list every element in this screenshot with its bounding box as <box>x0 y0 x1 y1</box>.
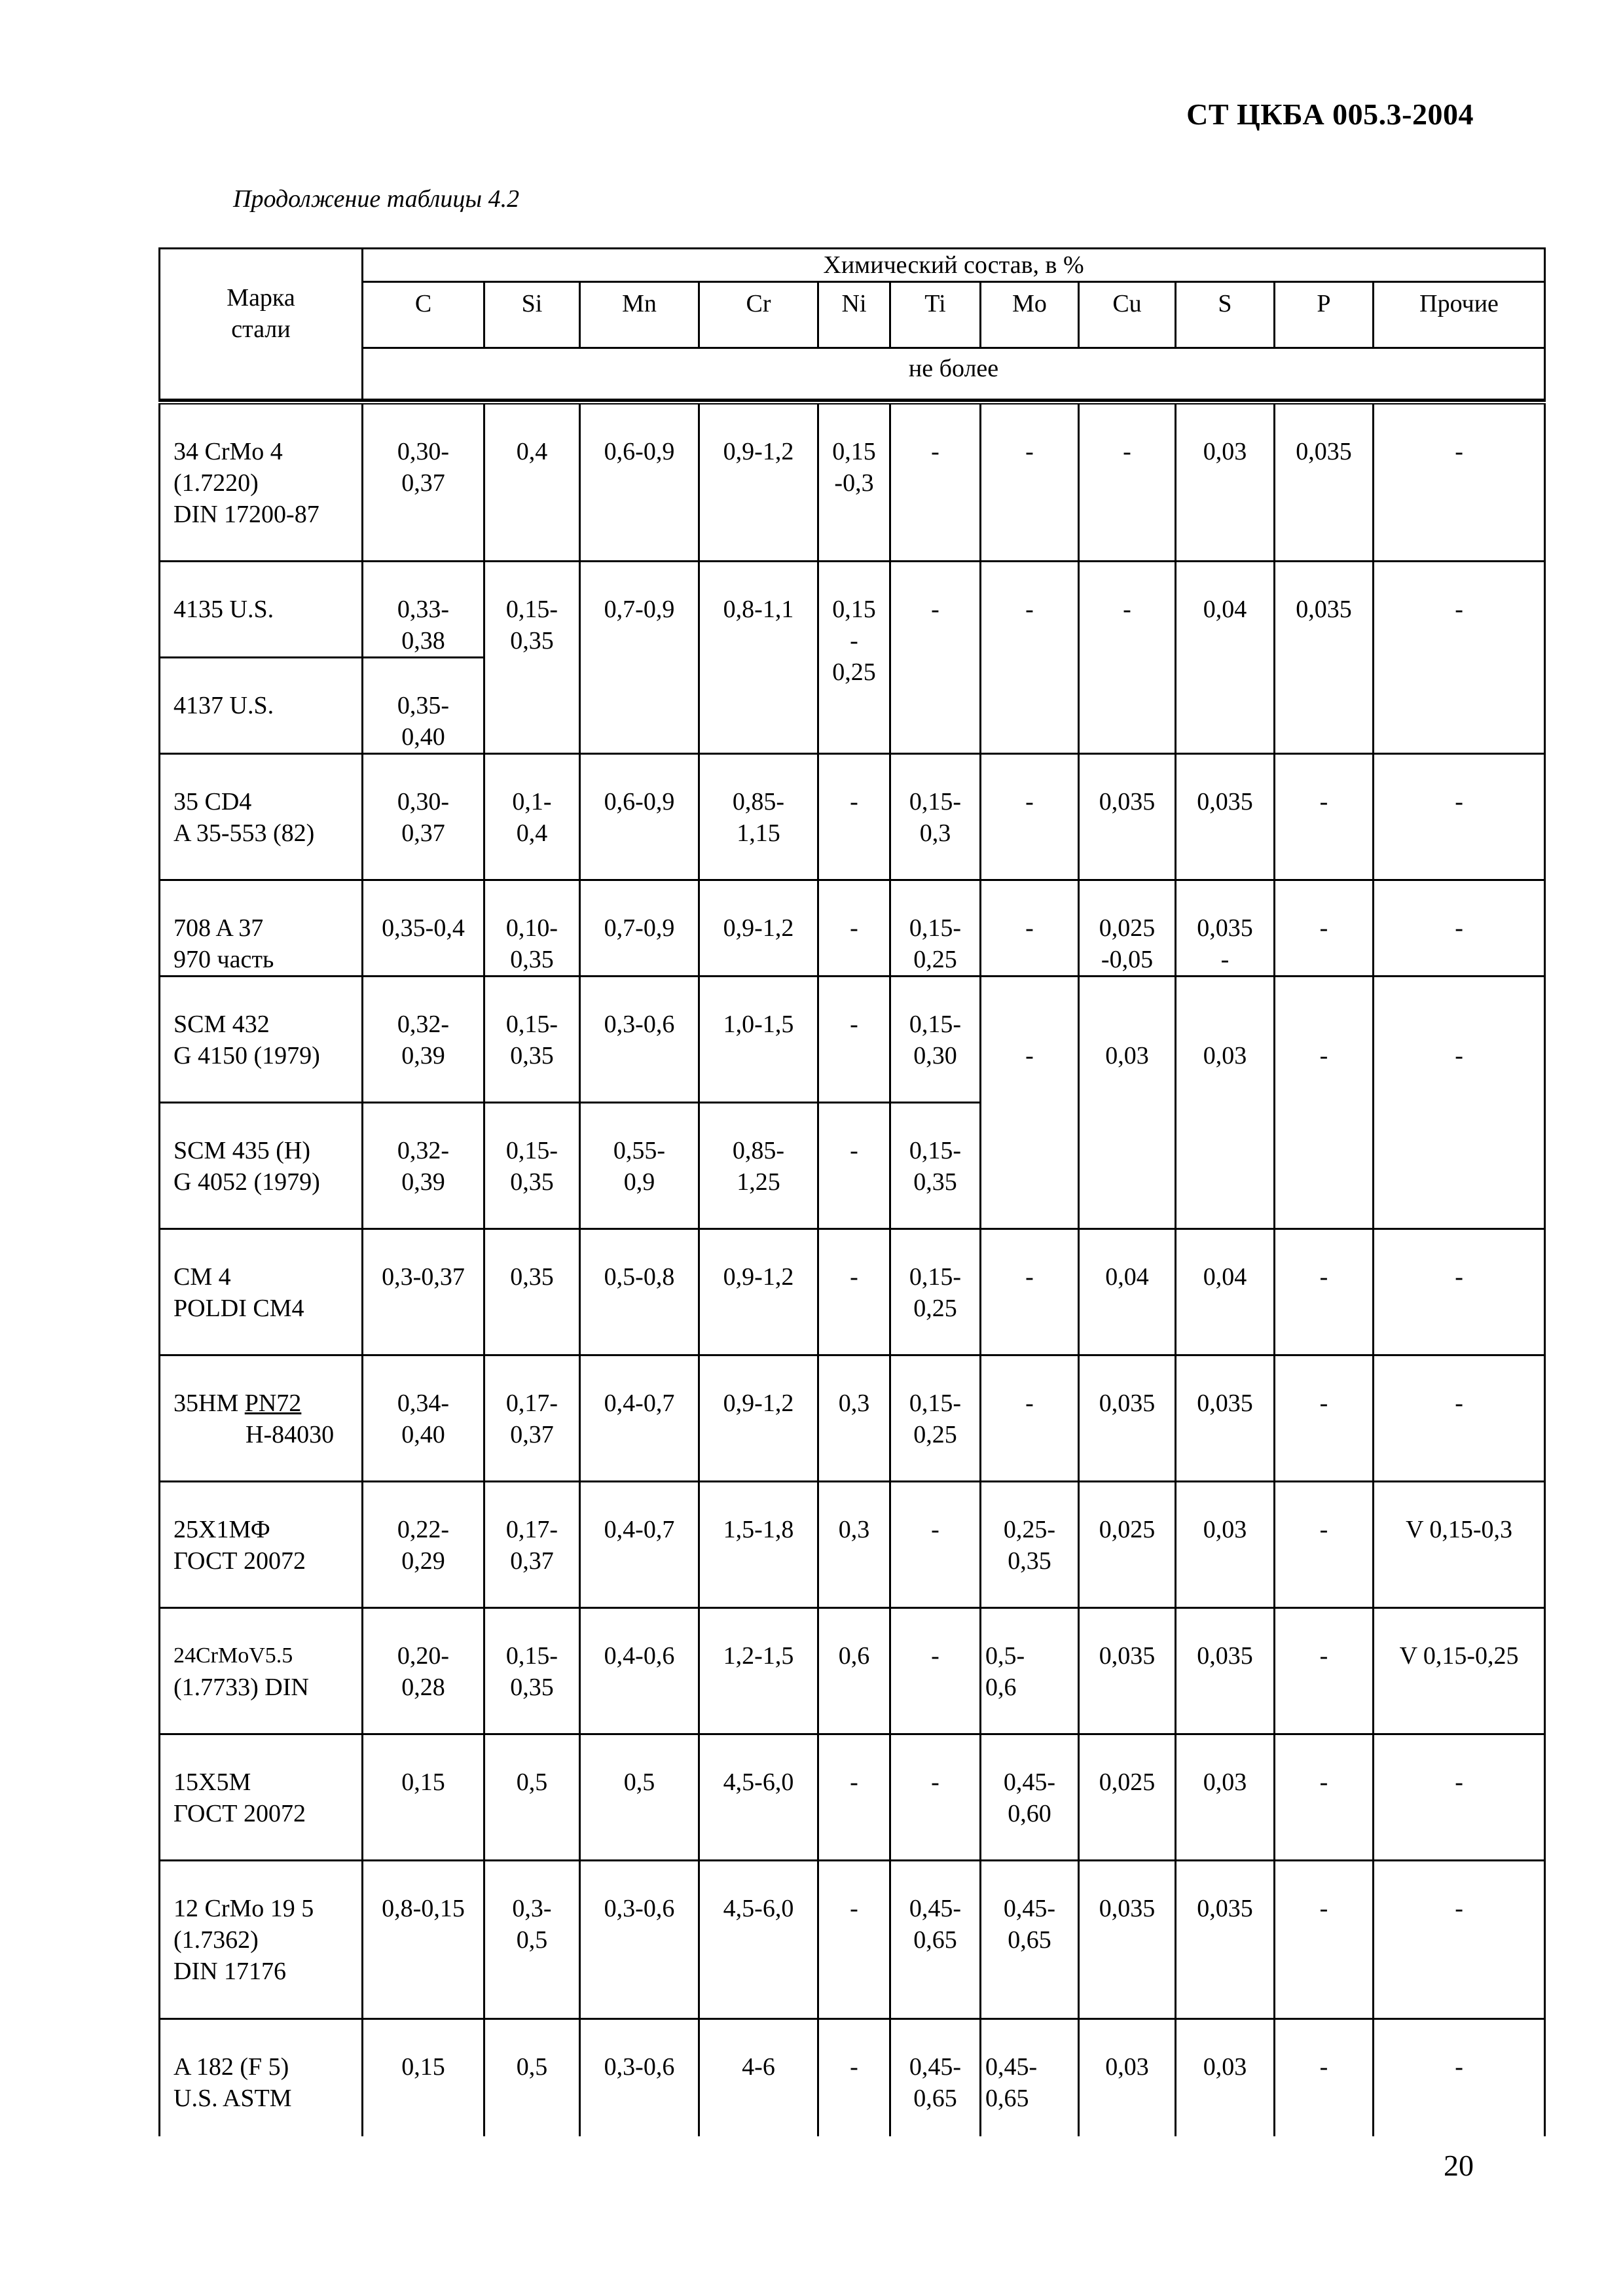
cell-c: 0,15 <box>363 2018 484 2136</box>
cell-ti: 0,15- 0,3 <box>890 753 981 880</box>
cell-mo: - <box>981 1229 1079 1355</box>
cell-cr: 1,0-1,5 <box>699 976 818 1102</box>
cell-mo: - <box>981 561 1079 753</box>
cell-si: 0,17- 0,37 <box>484 1355 580 1481</box>
steel-grade: 35 CD4 A 35-553 (82) <box>160 753 363 880</box>
cell-cu: 0,035 <box>1079 1607 1176 1734</box>
cell-cr: 0,9-1,2 <box>699 403 818 561</box>
cell-mo: 0,45- 0,65 <box>981 1860 1079 2018</box>
cell-mo: - <box>981 976 1079 1102</box>
cell-ti: - <box>890 1734 981 1860</box>
cell-mo: - <box>981 880 1079 976</box>
cell-s: 0,03 <box>1176 2018 1275 2136</box>
cell-ni: 0,15 -0,3 <box>818 403 890 561</box>
cell-ni: 0,3 <box>818 1481 890 1607</box>
cell-other: - <box>1374 1355 1545 1481</box>
cell-other: - <box>1374 1860 1545 2018</box>
cell-cu: - <box>1079 561 1176 753</box>
cell-p: - <box>1275 1481 1374 1607</box>
cell-other: - <box>1374 2018 1545 2136</box>
cell-p: - <box>1275 1229 1374 1355</box>
cell-c: 0,35- 0,40 <box>363 657 484 753</box>
cell-mn: 0,7-0,9 <box>580 880 699 976</box>
cell-other: - <box>1374 561 1545 753</box>
cell-cr: 4-6 <box>699 2018 818 2136</box>
steel-grade: 708 A 37 970 часть <box>160 880 363 976</box>
cell-other: V 0,15-0,3 <box>1374 1481 1545 1607</box>
cell-c: 0,15 <box>363 1734 484 1860</box>
table-row <box>160 561 1545 657</box>
cell-si: 0,15- 0,35 <box>484 976 580 1102</box>
cell-c: 0,30- 0,37 <box>363 753 484 880</box>
element-header-cr: Cr <box>699 282 818 348</box>
cell-ni: - <box>818 1102 890 1229</box>
cell-si: 0,17- 0,37 <box>484 1481 580 1607</box>
document-code: СТ ЦКБА 005.3-2004 <box>1186 98 1474 131</box>
cell-si: 0,5 <box>484 1734 580 1860</box>
cell-ni: 0,6 <box>818 1607 890 1734</box>
element-header-other: Прочие <box>1374 282 1545 348</box>
cell-other: - <box>1374 976 1545 1229</box>
cell-si: 0,3- 0,5 <box>484 1860 580 2018</box>
cell-cr: 0,8-1,1 <box>699 561 818 753</box>
cell-ni: 0,15 - 0,25 <box>818 561 890 753</box>
steel-grade: 34 CrMo 4 (1.7220) DIN 17200-87 <box>160 403 363 561</box>
cell-ti: 0,15- 0,25 <box>890 1355 981 1481</box>
cell-p: - <box>1275 976 1374 1229</box>
steel-grade: 25Х1МФ ГОСТ 20072 <box>160 1481 363 1607</box>
cell-cu: 0,04 <box>1079 1229 1176 1355</box>
cell-si: 0,15- 0,35 <box>484 561 580 753</box>
cell-mn: 0,3-0,6 <box>580 1860 699 2018</box>
cell-mo: 0,5- 0,6 <box>981 1607 1079 1734</box>
cell-c: 0,32- 0,39 <box>363 976 484 1102</box>
element-header-ni: Ni <box>818 282 890 348</box>
cell-ti: - <box>890 1607 981 1734</box>
cell-cr: 4,5-6,0 <box>699 1860 818 2018</box>
cell-p: - <box>1275 1607 1374 1734</box>
cell-s: 0,035 - <box>1176 880 1275 976</box>
cell-mo-empty <box>981 1102 1079 1229</box>
cell-mn: 0,6-0,9 <box>580 403 699 561</box>
steel-grade: SCM 435 (H) G 4052 (1979) <box>160 1102 363 1229</box>
steel-grade: 12 CrMo 19 5 (1.7362) DIN 17176 <box>160 1860 363 2018</box>
cell-ti: 0,15- 0,35 <box>890 1102 981 1229</box>
cell-cu: 0,035 <box>1079 753 1176 880</box>
cell-ni: 0,3 <box>818 1355 890 1481</box>
cell-cu: 0,035 <box>1079 1860 1176 2018</box>
cell-mn: 0,5 <box>580 1734 699 1860</box>
cell-p: - <box>1275 1734 1374 1860</box>
steel-grade: 24CrMoV5.5 (1.7733) DIN <box>160 1607 363 1734</box>
cell-ti: 0,45- 0,65 <box>890 1860 981 2018</box>
cell-s: 0,035 <box>1176 753 1275 880</box>
table-row <box>160 1860 1545 2018</box>
cell-ti: 0,15- 0,25 <box>890 1229 981 1355</box>
cell-c: 0,34- 0,40 <box>363 1355 484 1481</box>
cell-cu: 0,035 <box>1079 1355 1176 1481</box>
cell-p: - <box>1275 2018 1374 2136</box>
table-row <box>160 1481 1545 1607</box>
cell-cu: 0,025 -0,05 <box>1079 880 1176 976</box>
cell-cu: 0,025 <box>1079 1481 1176 1607</box>
cell-cu: 0,03 <box>1079 2018 1176 2136</box>
cell-cr: 1,2-1,5 <box>699 1607 818 1734</box>
cell-ti: - <box>890 1481 981 1607</box>
cell-p: 0,035 <box>1275 561 1374 753</box>
cell-cr: 4,5-6,0 <box>699 1734 818 1860</box>
cell-mn: 0,3-0,6 <box>580 2018 699 2136</box>
cell-s: 0,035 <box>1176 1355 1275 1481</box>
element-header-si: Si <box>484 282 580 348</box>
cell-c: 0,30- 0,37 <box>363 403 484 561</box>
element-header-cu: Cu <box>1079 282 1176 348</box>
chemical-composition-table <box>158 247 1546 2136</box>
cell-mn: 0,55- 0,9 <box>580 1102 699 1229</box>
element-header-mo: Mo <box>981 282 1079 348</box>
steel-grade: 4137 U.S. <box>160 657 363 753</box>
cell-si: 0,35 <box>484 1229 580 1355</box>
element-header-c: C <box>363 282 484 348</box>
table-row <box>160 1734 1545 1860</box>
cell-mo: - <box>981 1355 1079 1481</box>
cell-ni: - <box>818 2018 890 2136</box>
table-row <box>160 403 1545 561</box>
cell-mo: 0,45- 0,60 <box>981 1734 1079 1860</box>
cell-cr: 0,9-1,2 <box>699 1355 818 1481</box>
cell-c: 0,8-0,15 <box>363 1860 484 2018</box>
cell-ni: - <box>818 1734 890 1860</box>
cell-p: 0,035 <box>1275 403 1374 561</box>
table-row <box>160 1355 1545 1481</box>
cell-mn: 0,7-0,9 <box>580 561 699 753</box>
cell-ti: 0,45- 0,65 <box>890 2018 981 2136</box>
cell-other: - <box>1374 753 1545 880</box>
cell-si: 0,15- 0,35 <box>484 1607 580 1734</box>
steel-grade: CM 4 POLDI CM4 <box>160 1229 363 1355</box>
steel-grade: SCM 432 G 4150 (1979) <box>160 976 363 1102</box>
steel-grade: 4135 U.S. <box>160 561 363 657</box>
element-header-mn: Mn <box>580 282 699 348</box>
cell-ti: 0,15- 0,30 <box>890 976 981 1102</box>
cell-c: 0,20- 0,28 <box>363 1607 484 1734</box>
table-row <box>160 1229 1545 1355</box>
cell-s: 0,03 <box>1176 976 1275 1229</box>
cell-cr: 0,85- 1,25 <box>699 1102 818 1229</box>
table-row <box>160 2018 1545 2136</box>
steel-grade: A 182 (F 5) U.S. ASTM <box>160 2018 363 2136</box>
cell-mn: 0,6-0,9 <box>580 753 699 880</box>
cell-mn: 0,4-0,7 <box>580 1481 699 1607</box>
cell-s: 0,04 <box>1176 1229 1275 1355</box>
cell-mo: - <box>981 753 1079 880</box>
cell-other: - <box>1374 1734 1545 1860</box>
composition-group-header: Химический состав, в % <box>363 249 1545 282</box>
cell-mn: 0,5-0,8 <box>580 1229 699 1355</box>
cell-cr: 0,85- 1,15 <box>699 753 818 880</box>
cell-s: 0,03 <box>1176 1481 1275 1607</box>
cell-ni: - <box>818 1860 890 2018</box>
cell-si: 0,4 <box>484 403 580 561</box>
cell-mn: 0,4-0,6 <box>580 1607 699 1734</box>
cell-ti: - <box>890 561 981 753</box>
element-header-ti: Ti <box>890 282 981 348</box>
cell-p: - <box>1275 1355 1374 1481</box>
cell-other: - <box>1374 880 1545 976</box>
cell-si: 0,15- 0,35 <box>484 1102 580 1229</box>
cell-ni: - <box>818 976 890 1102</box>
cell-mo: - <box>981 403 1079 561</box>
cell-c: 0,32- 0,39 <box>363 1102 484 1229</box>
page-number: 20 <box>1444 2149 1474 2182</box>
cell-p: - <box>1275 1860 1374 2018</box>
table-row <box>160 880 1545 976</box>
cell-other: - <box>1374 403 1545 561</box>
table-row <box>160 976 1545 1102</box>
cell-c: 0,3-0,37 <box>363 1229 484 1355</box>
table-row <box>160 753 1545 880</box>
limit-note: не более <box>363 348 1545 400</box>
cell-cu: 0,025 <box>1079 1734 1176 1860</box>
element-header-p: P <box>1275 282 1374 348</box>
cell-cr: 1,5-1,8 <box>699 1481 818 1607</box>
cell-s: 0,035 <box>1176 1607 1275 1734</box>
cell-cu: 0,03 <box>1079 976 1176 1229</box>
cell-s: 0,035 <box>1176 1860 1275 2018</box>
cell-s: 0,03 <box>1176 1734 1275 1860</box>
cell-s: 0,04 <box>1176 561 1275 753</box>
cell-c: 0,22- 0,29 <box>363 1481 484 1607</box>
cell-ni: - <box>818 880 890 976</box>
cell-cr: 0,9-1,2 <box>699 880 818 976</box>
steel-grade: 35HM PN72 H-84030 <box>160 1355 363 1481</box>
cell-mo: 0,45- 0,65 <box>981 2018 1079 2136</box>
cell-ni: - <box>818 753 890 880</box>
table-row <box>160 1607 1545 1734</box>
cell-mn: 0,3-0,6 <box>580 976 699 1102</box>
grade-header: Марка стали <box>160 249 363 400</box>
cell-si: 0,5 <box>484 2018 580 2136</box>
cell-cr: 0,9-1,2 <box>699 1229 818 1355</box>
steel-grade: 15Х5М ГОСТ 20072 <box>160 1734 363 1860</box>
cell-mn: 0,4-0,7 <box>580 1355 699 1481</box>
cell-cu: - <box>1079 403 1176 561</box>
cell-c: 0,33- 0,38 <box>363 561 484 657</box>
cell-ti: 0,15- 0,25 <box>890 880 981 976</box>
cell-other: V 0,15-0,25 <box>1374 1607 1545 1734</box>
cell-s: 0,03 <box>1176 403 1275 561</box>
cell-mo: 0,25- 0,35 <box>981 1481 1079 1607</box>
cell-si: 0,10- 0,35 <box>484 880 580 976</box>
cell-si: 0,1- 0,4 <box>484 753 580 880</box>
cell-ti: - <box>890 403 981 561</box>
cell-other: - <box>1374 1229 1545 1355</box>
cell-p: - <box>1275 880 1374 976</box>
cell-ni: - <box>818 1229 890 1355</box>
cell-p: - <box>1275 753 1374 880</box>
table-caption: Продолжение таблицы 4.2 <box>233 185 520 213</box>
element-header-s: S <box>1176 282 1275 348</box>
cell-c: 0,35-0,4 <box>363 880 484 976</box>
